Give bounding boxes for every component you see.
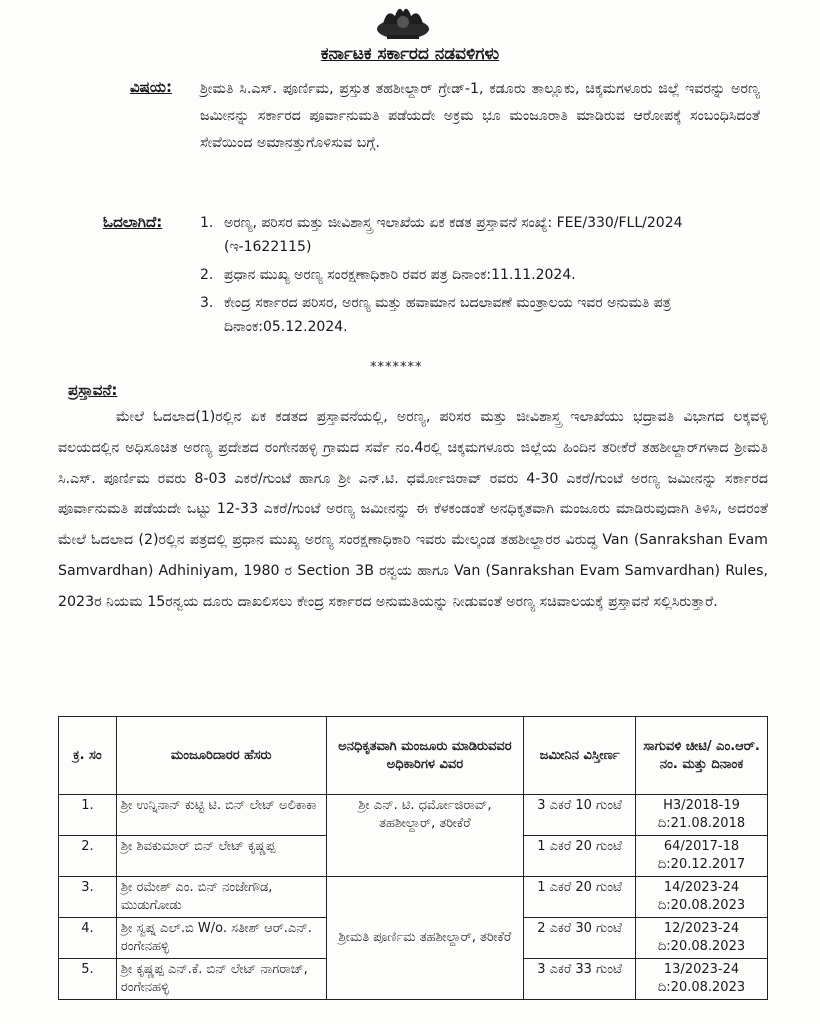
serial-cell: 2. xyxy=(59,836,117,877)
officer-cell: ಶ್ರೀ ಎನ್. ಟಿ. ಧರ್ಮೋಜಿರಾವ್, ತಹಶೀಲ್ದಾರ್, ತರೀಕೆರೆ xyxy=(326,795,524,877)
grantee-cell: ಶ್ರೀ ರಮೇಶ್ ಎಂ. ಬಿನ್ ನಂಜೇಗೌಡ, ಮುಡುಗೋಡು xyxy=(116,877,326,918)
reference-number: 1. xyxy=(200,215,214,231)
reference-text: ಪ್ರಧಾನ ಮುಖ್ಯ ಅರಣ್ಯ ಸಂರಕ್ಷಣಾಧಿಕಾರಿ ರವರ ಪತ್ರ ದಿನಾಂಕ:11.11.2024. xyxy=(224,267,576,283)
table-header-row xyxy=(59,717,768,795)
serial-cell: 1. xyxy=(59,795,117,836)
area-cell: 1 ಎಕರೆ 20 ಗುಂಟೆ xyxy=(524,836,636,877)
area-cell: 3 ಎಕರೆ 33 ಗುಂಟೆ xyxy=(524,959,636,1000)
reference-text: ಕೇಂದ್ರ ಸರ್ಕಾರದ ಪರಿಸರ, ಅರಣ್ಯ ಮತ್ತು ಹವಾಮಾನ ಬದಲಾವಣೆ ಮಂತ್ರಾಲಯ ಇವರ ಅನುಮತಿ ಪತ್ರ ದಿನಾಂಕ:05.12.2024. xyxy=(224,295,671,335)
grantee-cell: ಶ್ರೀ ಸ್ವಪ್ನ ಎಲ್.ಬಿ W/o. ಸತೀಶ್ ಆರ್.ಎನ್. ರಂಗೇನಹಳ್ಳಿ xyxy=(116,918,326,959)
reference-number: 3. xyxy=(200,295,214,311)
area-cell: 1 ಎಕರೆ 20 ಗುಂಟೆ xyxy=(524,877,636,918)
area-cell: 2 ಎಕರೆ 30 ಗುಂಟೆ xyxy=(524,918,636,959)
serial-cell: 4. xyxy=(59,918,117,959)
reference-item xyxy=(200,211,760,259)
grantee-cell: ಶ್ರೀ ಶಿವಕುಮಾರ್ ಬಿನ್ ಲೇಟ್ ಕೃಷ್ಣಪ್ಪ xyxy=(116,836,326,877)
reference-number: 2. xyxy=(200,267,214,283)
reference-cell: 12/2023-24 ದಿ:20.08.2023 xyxy=(636,918,768,959)
section-separator: ******* xyxy=(370,360,423,375)
reference-item xyxy=(200,291,760,339)
column-header: ಮಂಜೂರಿದಾರರ ಹೆಸರು xyxy=(116,717,326,795)
column-header: ಅನಧಿಕೃತವಾಗಿ ಮಂಜೂರು ಮಾಡಿರುವವರ ಅಧಿಕಾರಿಗಳ ವಿವರ xyxy=(326,717,524,795)
reference-text: ಅರಣ್ಯ, ಪರಿಸರ ಮತ್ತು ಜೀವಿಶಾಸ್ತ್ರ ಇಲಾಖೆಯ ಏಕ ಕಡತ ಪ್ರಸ್ತಾವನೆ ಸಂಖ್ಯೆ: FEE/330/FLL/2024 (ಇ-1622115) xyxy=(224,215,683,255)
state-emblem-icon xyxy=(373,2,433,42)
land-grant-table xyxy=(58,716,768,1000)
reference-cell: 14/2023-24 ದಿ:20.08.2023 xyxy=(636,877,768,918)
grantee-cell: ಶ್ರೀ ಕೃಷ್ಣಪ್ಪ ಎನ್.ಕೆ. ಬಿನ್ ಲೇಟ್ ನಾಗರಾಜ್, ರಂಗೇನಹಳ್ಳಿ xyxy=(116,959,326,1000)
page-title: ಕರ್ನಾಟಕ ಸರ್ಕಾರದ ನಡವಳಿಗಳು xyxy=(320,44,500,64)
table-row xyxy=(59,795,768,836)
column-header: ಸಾಗುವಳಿ ಚೀಟಿ/ ಎಂ.ಆರ್. ನಂ. ಮತ್ತು ದಿನಾಂಕ xyxy=(636,717,768,795)
serial-cell: 3. xyxy=(59,877,117,918)
references-label: ಓದಲಾಗಿದೆ: xyxy=(103,213,163,231)
grantee-cell: ಶ್ರೀ ಉನ್ನಿನಾನ್ ಕುಟ್ಟಿ ಟಿ. ಬಿನ್ ಲೇಟ್ ಅಲಿಕಾಕಾ xyxy=(116,795,326,836)
subject-label: ವಿಷಯ: xyxy=(130,78,172,96)
preamble-text: ಮೇಲೆ ಓದಲಾದ(1)ರಲ್ಲಿನ ಏಕ ಕಡತದ ಪ್ರಸ್ತಾವನೆಯಲ್ಲಿ, ಅರಣ್ಯ, ಪರಿಸರ ಮತ್ತು ಜೀವಿಶಾಸ್ತ್ರ ಇಲಾಖೆಯು ಭದ್ರಾವತಿ ವಿಭಾಗದ ಲಕ್ಕವಳ್ಳಿ ವಲಯದಲ್ಲಿನ ಅಧಿಸೂಚಿತ ಅರಣ್ಯ ಪ್ರದೇಶದ ರಂಗೇನಹಳ್ಳಿ ಗ್ರಾಮದ ಸರ್ವೆ ನಂ.4ರಲ್ಲಿ ಚಿಕ್ಕಮಗಳೂರು ಜಿಲ್ಲೆಯ ಹಿಂದಿನ ತರೀಕೆರೆ ತಹಶೀಲ್ದಾರ್‌ಗಳಾದ ಶ್ರೀಮತಿ ಸಿ.ಎಸ್. ಪೂರ್ಣಿಮ ರವರು 8-03 ಎಕರೆ/ಗುಂಟೆ ಹಾಗೂ ಶ್ರೀ ಎನ್.ಟಿ. ಧರ್ಮೋಜಿರಾವ್ ರವರು 4-30 ಎಕರೆ/ಗುಂಟೆ ಅರಣ್ಯ ಜಮೀನನ್ನು ಸರ್ಕಾರದ ಪೂರ್ವಾನುಮತಿ ಪಡೆಯದೇ ಒಟ್ಟು 12-33 ಎಕರೆ/ಗುಂಟೆ ಅರಣ್ಯ ಜಮೀನನ್ನು ಈ ಕೆಳಕಂಡಂತೆ ಅನಧಿಕೃತವಾಗಿ ಮಂಜೂರು ಮಾಡಿರುವುದಾಗಿ ತಿಳಿಸಿ, ಅದರಂತೆ ಮೇಲೆ ಓದಲಾದ (2)ರಲ್ಲಿನ ಪತ್ರದಲ್ಲಿ ಪ್ರಧಾನ ಮುಖ್ಯ ಅರಣ್ಯ ಸಂರಕ್ಷಣಾಧಿಕಾರಿ ಇವರು ಮೇಲ್ಕಂಡ ತಹಶೀಲ್ದಾರರ ವಿರುದ್ಧ Van (Sanrakshan Evam Samvardhan) Adhiniyam, 1980 ರ Section 3B ರನ್ವಯ ಹಾಗೂ Van (Sanrakshan Evam Samvardhan) Rules, 2023ರ ನಿಯಮ 15ರನ್ವಯ ದೂರು ದಾಖಲಿಸಲು ಕೇಂದ್ರ ಸರ್ಕಾರದ ಅನುಮತಿಯನ್ನು ನೀಡುವಂತೆ ಅರಣ್ಯ ಸಚಿವಾಲಯಕ್ಕೆ ಪ್ರಸ್ತಾವನೆ ಸಲ್ಲಿಸಿರುತ್ತಾರೆ. xyxy=(58,409,768,610)
serial-cell: 5. xyxy=(59,959,117,1000)
references-list xyxy=(200,211,760,343)
column-header: ಕ್ರ. ಸಂ xyxy=(59,717,117,795)
table-row xyxy=(59,877,768,918)
preamble-label: ಪ್ರಸ್ತಾವನೆ: xyxy=(68,381,118,399)
subject-text: ಶ್ರೀಮತಿ ಸಿ.ಎಸ್. ಪೂರ್ಣಿಮ, ಪ್ರಸ್ತುತ ತಹಶೀಲ್ದಾರ್ ಗ್ರೇಡ್-1, ಕಡೂರು ತಾಲ್ಲೂಕು, ಚಿಕ್ಕಮಗಳೂರು ಜಿಲ್ಲೆ ಇವರನ್ನು ಅರಣ್ಯ ಜಮೀನನ್ನು ಸರ್ಕಾರದ ಪೂರ್ವಾನುಮತಿ ಪಡೆಯದೇ ಅಕ್ರಮ ಭೂ ಮಂಜೂರಾತಿ ಮಾಡಿರುವ ಆರೋಪಕ್ಕೆ ಸಂಬಂಧಿಸಿದಂತೆ ಸೇವೆಯಿಂದ ಅಮಾನತ್ತುಗೊಳಿಸುವ ಬಗ್ಗೆ. xyxy=(200,81,760,151)
reference-cell: H3/2018-19 ದಿ:21.08.2018 xyxy=(636,795,768,836)
reference-cell: 13/2023-24 ದಿ:20.08.2023 xyxy=(636,959,768,1000)
officer-cell: ಶ್ರೀಮತಿ ಪೂರ್ಣಿಮ ತಹಶೀಲ್ದಾರ್, ತರೀಕೆರೆ xyxy=(326,877,524,1000)
reference-item xyxy=(200,263,760,287)
column-header: ಜಮೀನಿನ ವಿಸ್ತೀರ್ಣ xyxy=(524,717,636,795)
area-cell: 3 ಎಕರೆ 10 ಗುಂಟೆ xyxy=(524,795,636,836)
reference-cell: 64/2017-18 ದಿ:20.12.2017 xyxy=(636,836,768,877)
